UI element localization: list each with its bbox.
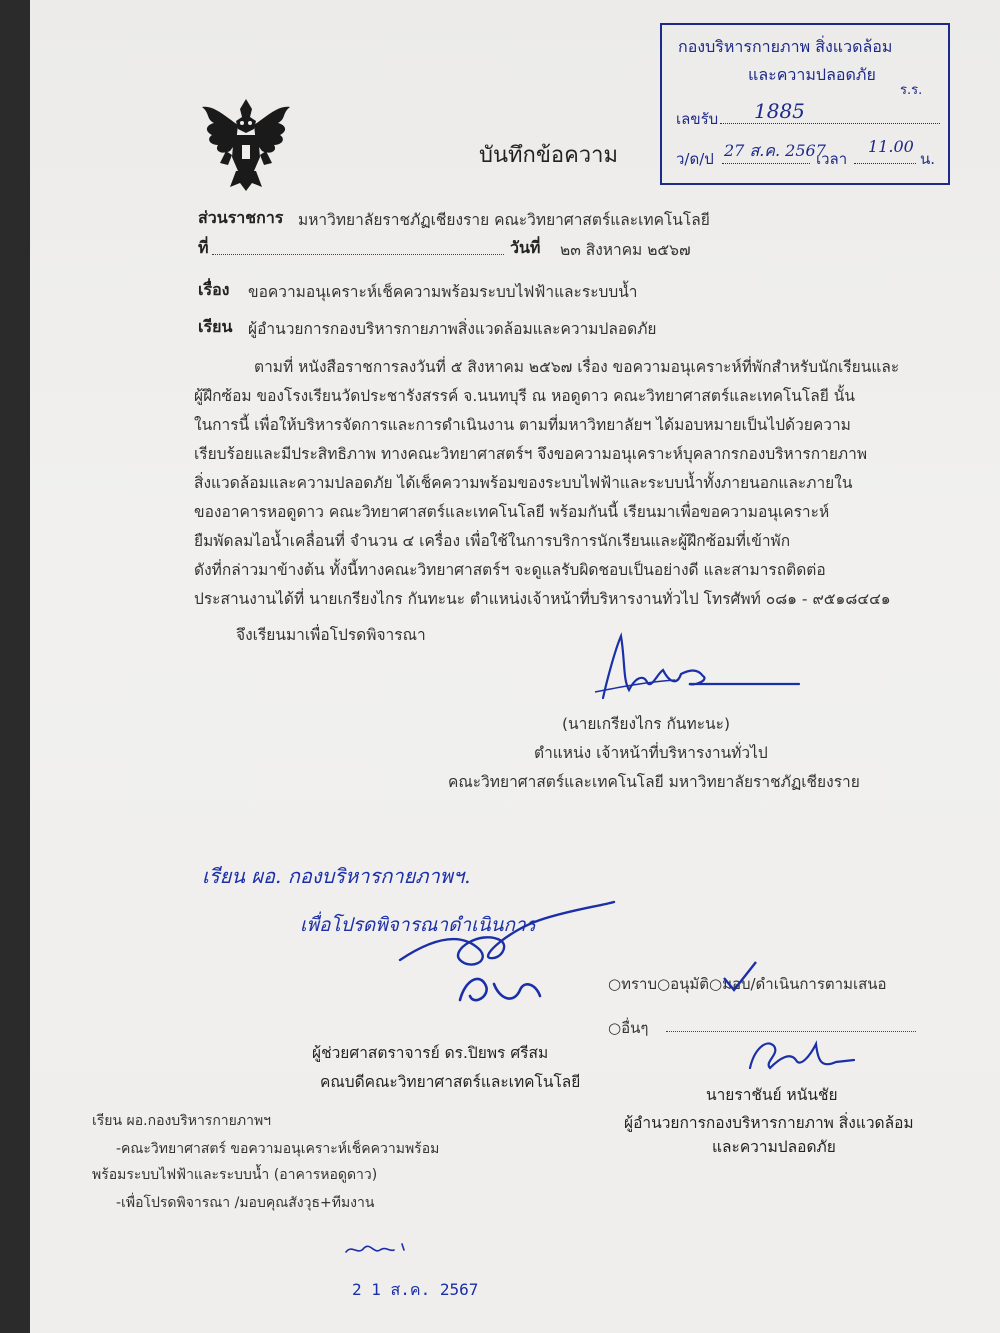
signer-position: ตำแหน่ง เจ้าหน้าที่บริหารงานทั่วไป [534,744,768,762]
stamp-time-suffix: น. [920,150,936,168]
closing-line: จึงเรียนมาเพื่อโปรดพิจารณา [236,626,426,644]
body-line: ของอาคารหอดูดาว คณะวิทยาศาสตร์และเทคโนโลยี พร้อมกันนี้ เรียนมาเพื่อขอความอนุเคราะห์ [194,503,830,521]
garuda-emblem-icon [196,95,296,193]
dean-note-line2: เพื่อโปรดพิจารณาดำเนินการ [300,914,536,936]
option-approve: ○อนุมัติ [656,975,709,993]
memo-line1: เรียน ผอ.กองบริหารกายภาพฯ [92,1113,272,1129]
stamp-initial: ร.ร. [900,83,923,98]
ref-label: ที่ [198,238,209,257]
subject-value: ขอความอนุเคราะห์เช็คความพร้อมระบบไฟฟ้าและระบบน้ำ [248,283,638,301]
option-other: ○อื่นๆ [608,1019,649,1037]
stamp-time-label: เวลา [816,150,848,168]
date-label: วันที่ [510,238,541,257]
dean-name: ผู้ช่วยศาสตราจารย์ ดร.ปิยพร ศรีสม [312,1044,549,1062]
date-value: ๒๓ สิงหาคม ๒๕๖๗ [560,241,691,259]
stamp-line2: และความปลอดภัย [748,65,876,84]
dean-signature-icon [390,900,620,1020]
memo-date: 2 1 ส.ค. 2567 [352,1280,479,1299]
to-value: ผู้อำนวยการกองบริหารกายภาพสิ่งแวดล้อมและความปลอดภัย [248,320,657,338]
body-line: สิ่งแวดล้อมและความปลอดภัย ได้เช็คความพร้อมของระบบไฟฟ้าและระบบน้ำทั้งภายนอกและภายใน [194,474,853,492]
stamp-date-value: 27 ส.ค. 2567 [724,141,826,160]
director-signature-icon [740,1028,860,1076]
check-mark-icon [720,958,760,994]
document-title: บันทึกข้อความ [479,143,619,168]
memo-line2: -คณะวิทยาศาสตร์ ขอความอนุเคราะห์เช็คความพร้อม [116,1141,440,1157]
memo-line3: พร้อมระบบไฟฟ้าและระบบน้ำ (อาคารหอดูดาว) [92,1167,378,1183]
dean-note-line1: เรียน ผอ. กองบริหารกายภาพฯ. [202,864,471,888]
receipt-stamp [660,23,950,185]
option-ack: ○ทราบ [608,975,657,993]
document-page [30,0,1000,1333]
agency-label: ส่วนราชการ [198,208,284,227]
body-line: ในการนี้ เพื่อให้บริหารจัดการและการดำเนินงาน ตามที่มหาวิทยาลัยฯ ได้มอบหมายเป็นไปด้วยความ [194,416,851,434]
body-line: ยืมพัดลมไอน้ำเคลื่อนที่ จำนวน ๔ เครื่อง เพื่อใช้ในการบริการนักเรียนและผู้ฝึกซ้อมที่เข้าพัก [194,532,791,550]
subject-label: เรื่อง [198,280,230,299]
stamp-date-label: ว/ด/ป [676,150,714,168]
stamp-line1: กองบริหารกายภาพ สิ่งแวดล้อม [678,37,893,56]
director-position2: และความปลอดภัย [712,1138,836,1156]
agency-value: มหาวิทยาลัยราชภัฏเชียงราย คณะวิทยาศาสตร์และเทคโนโลยี [298,211,710,229]
memo-line4: -เพื่อโปรดพิจารณา /มอบคุณสังวุธ+ทีมงาน [116,1195,375,1211]
stamp-time-value: 11.00 [868,137,914,156]
to-label: เรียน [198,317,233,336]
option-assign: ○มอบ/ดำเนินการตามเสนอ [708,975,887,993]
stamp-receipt-label: เลขรับ [676,110,719,128]
director-position1: ผู้อำนวยการกองบริหารกายภาพ สิ่งแวดล้อม [624,1114,914,1132]
body-line: ประสานงานได้ที่ นายเกรียงไกร กันทะนะ ตำแหน่งเจ้าหน้าที่บริหารงานทั่วไป โทรศัพท์ ๐๘๑ - ๙๕๑๘๔๔๑ [194,590,891,608]
body-line: ดังที่กล่าวมาข้างต้น ทั้งนี้ทางคณะวิทยาศาสตร์ฯ จะดูแลรับผิดชอบเป็นอย่างดี และสามารถติดต่อ [194,561,826,579]
signer-org: คณะวิทยาศาสตร์และเทคโนโลยี มหาวิทยาลัยราชภัฏเชียงราย [448,773,860,791]
dean-position: คณบดีคณะวิทยาศาสตร์และเทคโนโลยี [320,1073,581,1091]
signature-icon [585,630,805,705]
body-line: ผู้ฝึกซ้อม ของโรงเรียนวัดประชารังสรรค์ จ.นนทบุรี ณ หอดูดาว คณะวิทยาศาสตร์และเทคโนโลยี นั้น [194,387,855,405]
memo-initial-icon [342,1238,412,1260]
signer-name: (นายเกรียงไกร กันทะนะ) [562,715,731,733]
body-line: เรียบร้อยและมีประสิทธิภาพ ทางคณะวิทยาศาสตร์ฯ จึงขอความอนุเคราะห์บุคลากรกองบริหารกายภาพ [194,445,868,463]
body-line: ตามที่ หนังสือราชการลงวันที่ ๕ สิงหาคม ๒๕๖๗ เรื่อง ขอความอนุเคราะห์ที่พักสำหรับนักเรียนและ [254,358,900,376]
director-name: นายราชันย์ หนันชัย [706,1086,838,1104]
stamp-receipt-no: 1885 [754,99,805,123]
